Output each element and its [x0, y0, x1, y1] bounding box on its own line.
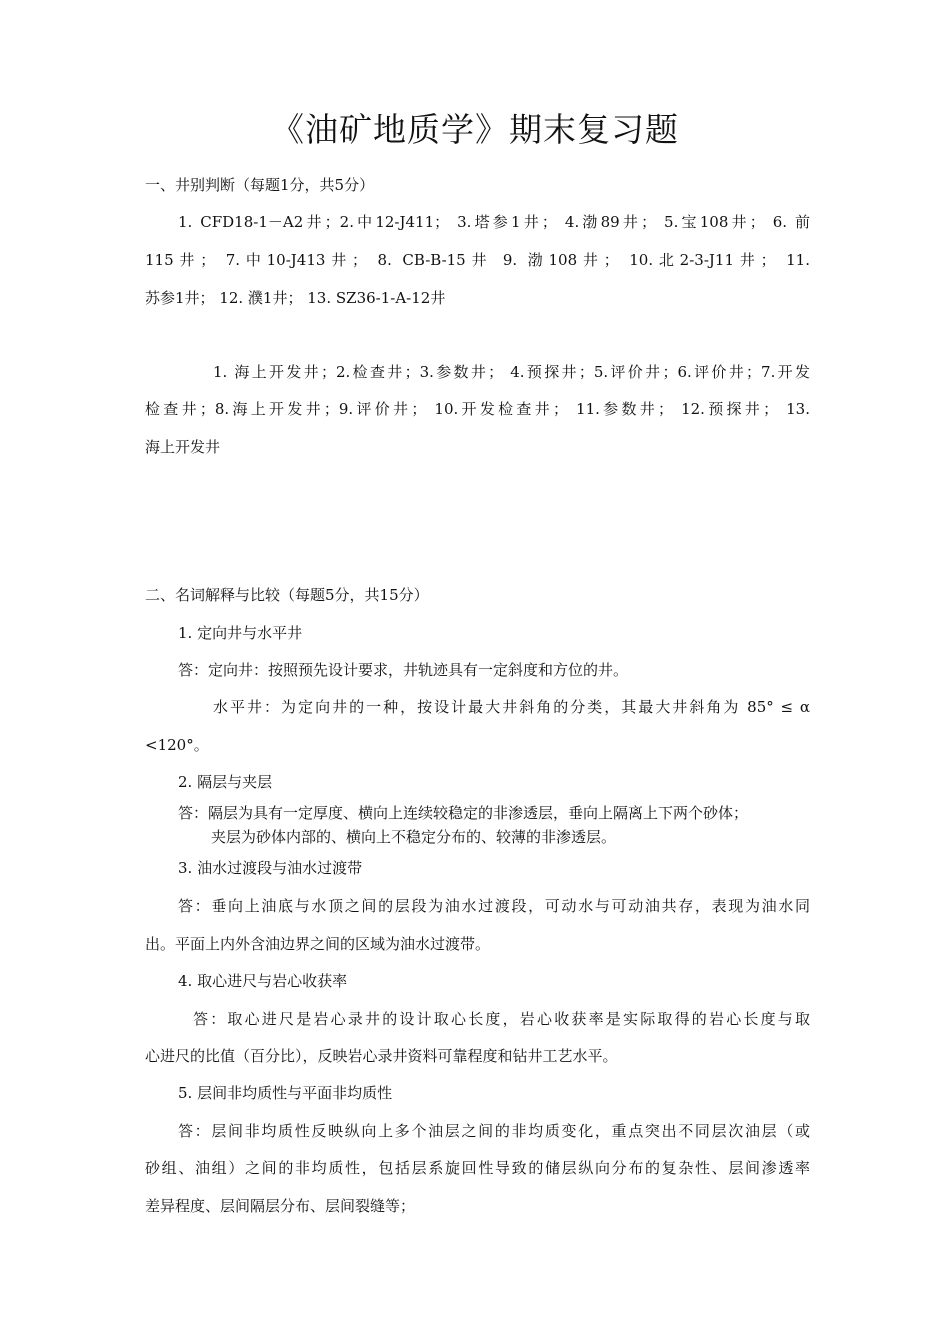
- section1-heading: 一、井别判断（每题1分，共5分）: [145, 176, 375, 194]
- section1-answer-line: 海上开发井: [145, 438, 221, 456]
- q5-answer: 砂组、油组）之间的非均质性，包括层系旋回性导致的储层纵向分布的复杂性、层间渗透率: [145, 1159, 810, 1177]
- q1-answer: 答：定向井：按照预先设计要求，井轨迹具有一定斜度和方位的井。: [178, 661, 629, 679]
- section1-answer-line: 检查井；8.海上开发井；9.评价井； 10.开发检查井； 11.参数井； 12.预探井； 13.: [145, 400, 810, 418]
- q2-answer: 答：隔层为具有一定厚度、横向上连续较稳定的非渗透层，垂向上隔离上下两个砂体；: [178, 804, 749, 822]
- section1-answer-line: 1. 海上开发井；2.检查井；3.参数井； 4.预探井；5.评价井；6.评价井；7.开发: [213, 363, 810, 381]
- q1-answer: <120°。: [145, 736, 209, 754]
- q1-answer: 水平井：为定向井的一种，按设计最大井斜角的分类，其最大井斜角为 85° ≤ α: [213, 698, 810, 716]
- q3-title: 3. 油水过渡段与油水过渡带: [178, 859, 363, 877]
- q3-answer: 答：垂向上油底与水顶之间的层段为油水过渡段，可动水与可动油共存，表现为油水同: [178, 897, 810, 915]
- section2-heading: 二、名词解释与比较（每题5分，共15分）: [145, 586, 429, 604]
- q5-answer: 差异程度、层间隔层分布、层间裂缝等；: [145, 1197, 416, 1215]
- q1-title: 1. 定向井与水平井: [178, 624, 303, 642]
- q4-answer: 答：取心进尺是岩心录井的设计取心长度，岩心收获率是实际取得的岩心长度与取: [193, 1010, 810, 1028]
- section1-question-line: 115井； 7.中10-J413井； 8. CB-B-15井 9. 渤108井； 10.北2-3-J11井； 11.: [145, 251, 810, 269]
- q2-title: 2. 隔层与夹层: [178, 773, 273, 791]
- q5-title: 5. 层间非均质性与平面非均质性: [178, 1084, 393, 1102]
- section1-question-line: 苏参1井； 12. 濮1井； 13. SZ36-1-A-12井: [145, 289, 446, 307]
- q2-answer: 夹层为砂体内部的、横向上不稳定分布的、较薄的非渗透层。: [211, 828, 617, 846]
- q4-title: 4. 取心进尺与岩心收获率: [178, 972, 348, 990]
- q3-answer: 出。平面上内外含油边界之间的区域为油水过渡带。: [145, 935, 491, 953]
- section1-question-line: 1. CFD18-1－A2井；2.中12-J411； 3.塔参1井； 4.渤89井； 5.宝108井； 6. 前: [178, 213, 810, 231]
- q4-answer: 心进尺的比值（百分比），反映岩心录井资料可靠程度和钻井工艺水平。: [145, 1047, 618, 1065]
- q5-answer: 答：层间非均质性反映纵向上多个油层之间的非均质变化，重点突出不同层次油层（或: [178, 1122, 810, 1140]
- document-title: 《油矿地质学》期末复习题: [271, 110, 679, 149]
